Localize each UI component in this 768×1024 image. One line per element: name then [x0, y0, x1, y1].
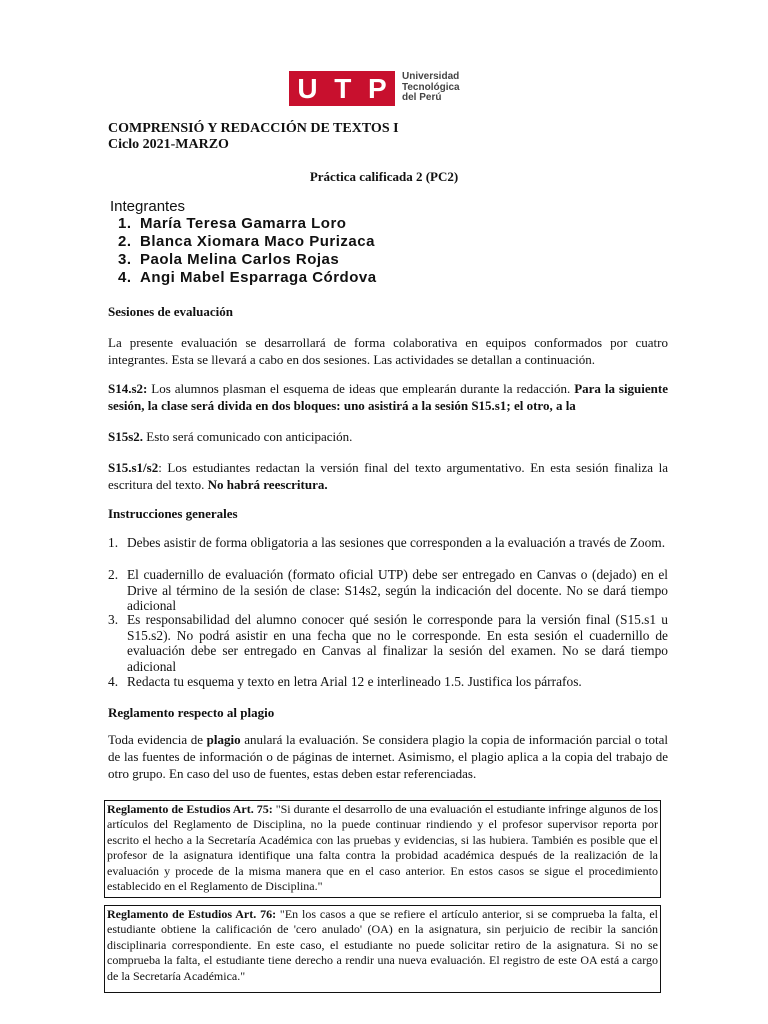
s14-label: S14.s2: [108, 381, 148, 396]
instruction-item [108, 535, 668, 551]
member-item [118, 215, 346, 232]
sessions-heading: Sesiones de evaluación [108, 304, 233, 319]
instructions-heading: Instrucciones generales [108, 506, 238, 521]
plagiarism-text-post: anulará la evaluación. Se considera plagio la copia de información parcial o total de las fuentes de información o de páginas de internet. Asimismo, el plagio aplica a la copia del trabajo de otro grupo. En caso del uso de fuentes, estas deben estar referenciadas. [108, 732, 668, 781]
member-item [118, 251, 339, 268]
members-heading: Integrantes [110, 198, 186, 215]
s14-text: Los alumnos plasman el esquema de ideas que emplearán durante la redacción. [147, 381, 575, 396]
member-name: Angi Mabel Esparraga Córdova [140, 269, 377, 286]
member-item [118, 269, 377, 286]
sessions-intro: La presente evaluación se desarrollará de forma colaborativa en equipos conformados por cuatro integrantes. Esta se llevará a cabo en dos sesiones. Las actividades se detallan a continuación. [108, 335, 668, 367]
article-75-box [104, 800, 661, 898]
s15-bold-text: No habrá reescritura. [207, 477, 328, 492]
member-name: María Teresa Gamarra Loro [140, 215, 347, 232]
member-number: 3. [118, 251, 132, 268]
logo-letter-t: T [334, 72, 352, 104]
article-75-text: "Si durante el desarrollo de una evaluación el estudiante infringe algunos de los artículos del Reglamento de Disciplina, no la puede continuar rindiendo y el profesor supervisor reporta por escrito el hecho a la Secretaría Académica con las pruebas y evidencias, si las hubiera. También es posible que el profesor de la asignatura identifique una falta contra la probidad académica después de la realización de la evaluación y procede de la misma manera que en el caso anterior. En estos casos se sigue el procedimiento establecido en el Reglamento de Disciplina." [107, 802, 658, 894]
s15-paragraph [108, 459, 668, 493]
s15s2-paragraph [108, 428, 668, 445]
s15-text: : Los estudiantes redactan la versión final del texto argumentativo. En esta sesión finaliza la escritura del texto. [108, 460, 668, 492]
s15s2-label: S15s2. [108, 429, 144, 444]
practice-title: Práctica calificada 2 (PC2) [309, 169, 459, 184]
article-75-label: Reglamento de Estudios Art. 75: [107, 802, 273, 816]
item-number: 1. [108, 535, 119, 550]
member-item [118, 233, 375, 250]
article-76-box [104, 905, 661, 993]
logo-letter-u: U [297, 72, 318, 104]
item-text: Redacta tu esquema y texto en letra Arial 12 e interlineado 1.5. Justifica los párrafos. [127, 674, 582, 689]
member-number: 2. [118, 233, 132, 250]
item-number: 2. [108, 567, 119, 582]
s15s2-text: Esto será comunicado con anticipación. [143, 429, 353, 444]
s14-bold-text: Para la siguiente sesión, la clase será divida en dos bloques: uno asistirá a la sesión S15.s1; el otro, a la [108, 381, 668, 413]
logo-line: del Perú [402, 92, 442, 103]
item-number: 3. [108, 612, 119, 627]
article-76-label: Reglamento de Estudios Art. 76: [107, 907, 277, 921]
item-number: 4. [108, 674, 119, 689]
plagiarism-text-pre: Toda evidencia de [108, 732, 207, 747]
plagiarism-paragraph [108, 731, 668, 782]
item-text: Debes asistir de forma obligatoria a las sesiones que corresponden a la evaluación a través de Zoom. [127, 535, 666, 550]
member-name: Paola Melina Carlos Rojas [140, 251, 340, 268]
member-number: 4. [118, 269, 132, 286]
utp-logo [289, 71, 395, 106]
plagiarism-heading: Reglamento respecto al plagio [108, 705, 275, 720]
instruction-item [108, 674, 668, 690]
member-number: 1. [118, 215, 132, 232]
item-text: El cuadernillo de evaluación (formato oficial UTP) debe ser entregado en Canvas o (dejado) en el Drive al término de la sesión de clase: S14s2, según la indicación del docente. No se dará tiempo adicional [127, 567, 668, 613]
s14-paragraph [108, 380, 668, 414]
item-text: Es responsabilidad del alumno conocer qué sesión le corresponde para la versión final (S15.s1 u S15.s2). No podrá asistir en una fecha que no le corresponde. En esta sesión el cuadernillo de evaluación debe ser entregado en Canvas al finalizar la sesión del examen. No se dará tiempo adicional [127, 612, 668, 674]
article-76-text: "En los casos a que se refiere el artículo anterior, si se comprueba la falta, el estudiante obtiene la calificación de 'cero anulado' (OA) en la asignatura, sin perjuicio de recibir la sanción disciplinaria correspondiente. En este caso, el estudiante no puede solicitar retiro de la asignatura. Si no se comprueba la falta, el estudiante tiene derecho a rendir una nueva evaluación. El registro de este OA está a cargo de la Secretaría Académica." [107, 907, 658, 983]
cycle-title: Ciclo 2021-MARZO [108, 137, 229, 152]
member-name: Blanca Xiomara Maco Purizaca [140, 233, 375, 250]
logo-line: Tecnológica [402, 81, 460, 93]
university-name [402, 72, 460, 104]
course-title: COMPRENSIÓ Y REDACCIÓN DE TEXTOS I [108, 121, 399, 136]
instruction-item [108, 612, 668, 674]
plagiarism-bold: plagio [206, 732, 241, 747]
instruction-item [108, 567, 668, 614]
logo-line: Universidad [402, 71, 460, 82]
s15-label: S15.s1/s2 [108, 460, 159, 475]
logo-letter-p: P [367, 72, 387, 104]
